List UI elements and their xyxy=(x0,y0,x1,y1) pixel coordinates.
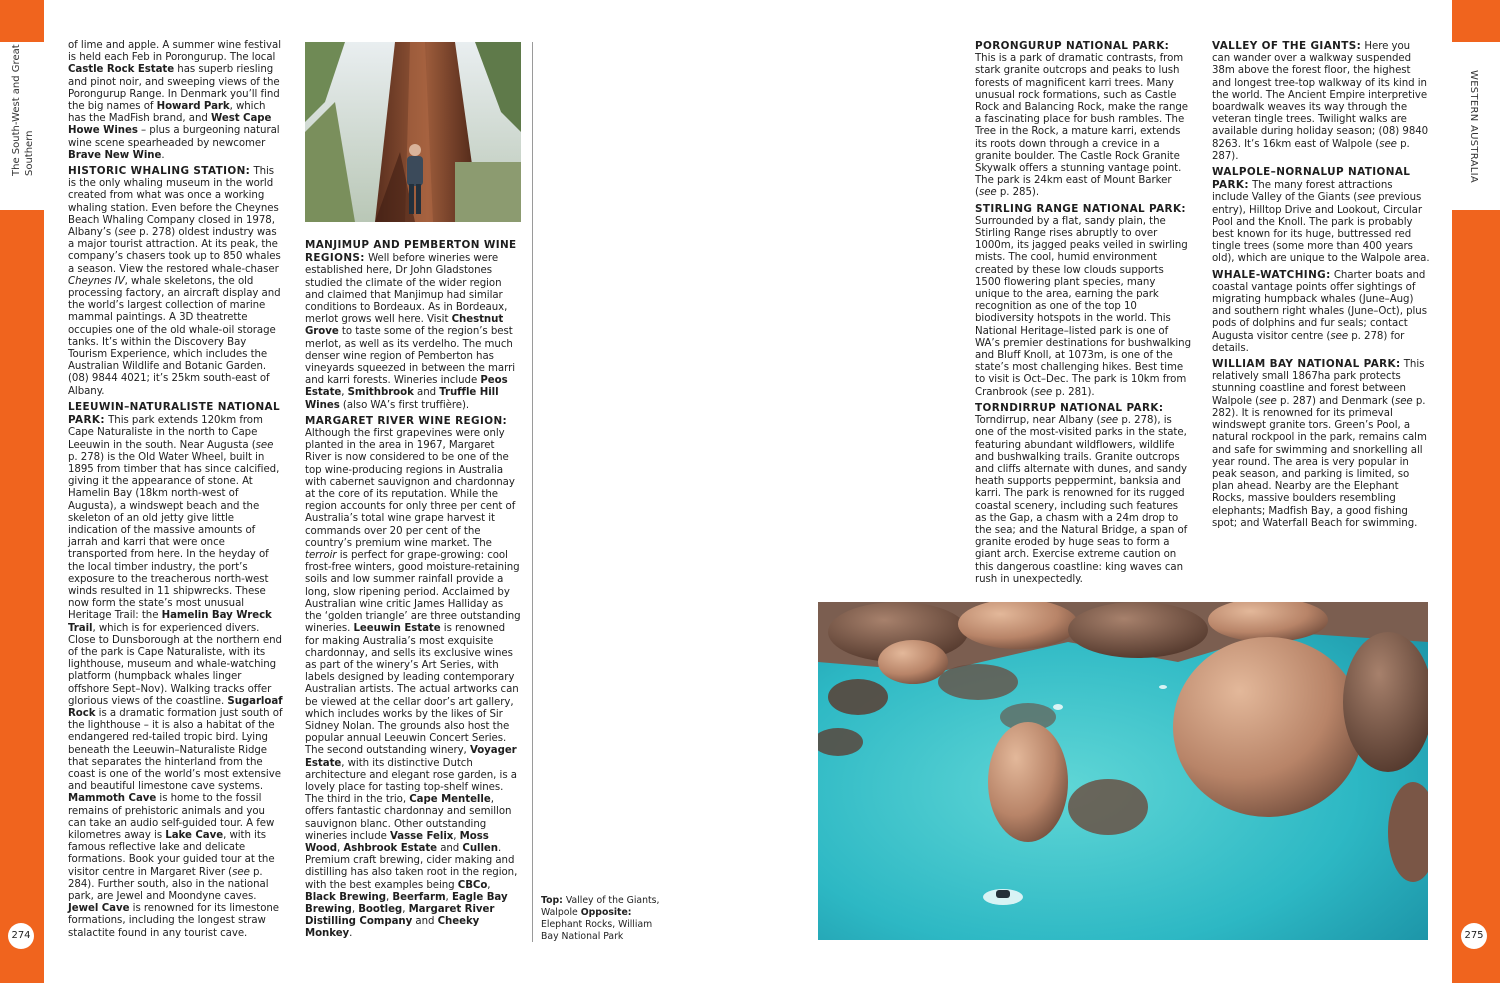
section-heading: WILLIAM BAY NATIONAL PARK: xyxy=(1212,358,1401,371)
section-heading: TORNDIRRUP NATIONAL PARK: xyxy=(975,401,1164,414)
section-heading: MANJIMUP AND PEMBERTON WINE REGIONS: xyxy=(305,239,517,265)
tree-photo-illustration xyxy=(305,42,521,222)
page-number-left: 274 xyxy=(8,923,34,949)
section-heading: WALPOLE–NORNALUP NATIONAL PARK: xyxy=(1212,166,1411,192)
paragraph-walpole-nornalup: WALPOLE–NORNALUP NATIONAL PARK: The many forest attractions include Valley of the Giants (see previous entry), Hilltop Drive and Lookout, Circular Pool and the Knoll. The park is probably best known for its huge, buttressed red tingle trees (some more than 400 years old), which are unique to the Walpole area. xyxy=(1212,166,1430,265)
section-heading: HISTORIC WHALING STATION: xyxy=(68,165,251,178)
left-column-2 xyxy=(305,239,521,944)
venue-name: Sugarloaf Rock xyxy=(68,695,283,719)
right-column-2 xyxy=(1212,40,1430,533)
venue-name: Moss Wood xyxy=(305,830,489,854)
venue-name: Jewel Cave xyxy=(68,903,130,915)
right-edge-tab-bottom xyxy=(1452,210,1500,983)
left-running-head: The South-West and Great Southern xyxy=(11,44,35,176)
venue-name: Leeuwin Estate xyxy=(353,623,441,635)
paragraph-valley-of-giants: VALLEY OF THE GIANTS: Here you can wander over a walkway suspended 38m above the forest floor, the highest and longest tree-top walkway of its kind in the world. The Ancient Empire interpretive boardwalk weaves its way through the veteran tingle trees. Twilight walks are available during holiday season; (08) 9840 8263. It’s 16km east of Walpole (see p. 287). xyxy=(1212,40,1429,162)
venue-name: Cheeky Monkey xyxy=(305,916,480,940)
section-heading: STIRLING RANGE NATIONAL PARK: xyxy=(975,202,1186,215)
venue-name: Howard Park xyxy=(156,101,230,113)
paragraph-margaret-river: MARGARET RIVER WINE REGION: Although the first grapevines were only planted in the area in 1967, Margaret River is now considered to be one of the top wine-producing regions in Australia with cabernet sauvignon and chardonnay at the core of its reputation. While the region accounts for only three per cent of Australia’s total wine grape harvest it commands over 20 per cent of the country’s premium wine market. The terroir is perfect for grape-growing: cool frost-free winters, good moisture-retaining soils and low summer rainfall provide a long, slow ripening period. Acclaimed by Australian wine critic James Halliday as the ‘golden triangle’ are three outstanding wineries. Leeuwin Estate is renowned for making Australia’s most exquisite chardonnay, and sells its exclusive wines as part of the winery’s Art Series, with labels designed by leading contemporary Australian artists. The actual artworks can be viewed at the cellar door’s art gallery, which includes works by the likes of Sir Sidney Nolan. The grounds also host the popular annual Leeuwin Concert Series. The second outstanding winery, Voyager Estate, with its distinctive Dutch architecture and elegant rose garden, is a lovely place for tasting top-shelf wines. The third in the trio, Cape Mentelle, offers fantastic chardonnay and semillon sauvignon blanc. Other outstanding wineries include Vasse Felix, Moss Wood, Ashbrook Estate and Cullen. Premium craft brewing, cider making and distilling has also taken root in the region, with the best examples being CBCo, Black Brewing, Beerfarm, Eagle Bay Brewing, Bootleg, Margaret River Distilling Company and Cheeky Monkey. xyxy=(305,414,521,940)
paragraph-torndirrup: TORNDIRRUP NATIONAL PARK: Torndirrup, near Albany (see p. 278), is one of the most-visited parks in the state, featuring abundant wildflowers, wildlife and bushwalking trails. Granite outcrops and cliffs alternate with dunes, and sandy heath supports peppermint, banksia and karri. The park is renowned for its rugged coastal scenery, including such features as the Gap, a chasm with a 24m drop to the sea; and the Natural Bridge, a span of granite eroded by huge seas to form a giant arch. Exercise extreme caution on this dangerous coastline: king waves can rush in unexpectedly. xyxy=(975,401,1188,585)
right-edge-tab-top xyxy=(1452,0,1500,42)
section-heading: MARGARET RIVER WINE REGION: xyxy=(305,414,508,427)
photo-elephant-rocks xyxy=(818,602,1428,940)
venue-name: Vasse Felix xyxy=(390,830,454,842)
venue-name: Bootleg xyxy=(358,903,403,915)
venue-name: Cape Mentelle xyxy=(409,794,491,806)
venue-name: Hamelin Bay Wreck Trail xyxy=(68,610,272,634)
venue-name: Margaret River Distilling Company xyxy=(305,903,495,928)
paragraph-manjimup-pemberton: MANJIMUP AND PEMBERTON WINE REGIONS: Well before wineries were established here, Dr John Gladstones studied the climate of the wider region and claimed that Manjimup had similar conditions to Bordeaux. As in Bordeaux, merlot grows well here. Visit Chestnut Grove to taste some of the region’s best merlot, as well as its verdelho. The much denser wine region of Pemberton has vineyards squeezed in between the marri and karri forests. Wineries include Peos Estate, Smithbrook and Truffle Hill Wines (also WA’s first truffière). xyxy=(305,239,517,411)
paragraph-wine-intro: of lime and apple. A summer wine festival is held each Feb in Porongurup. The local Castle Rock Estate has superb riesling and pinot noir, and sweeping views of the Porongurup Range. In Denmark you’ll find the big names of Howard Park, which has the MadFish brand, and West Cape Howe Wines – plus a burgeoning natural wine scene spearheaded by newcomer Brave New Wine. xyxy=(68,40,281,161)
venue-name: Peos Estate xyxy=(305,375,508,399)
rocks-photo-illustration xyxy=(818,602,1428,940)
venue-name: Chestnut Grove xyxy=(305,314,504,338)
paragraph-whale-watching: WHALE-WATCHING: Charter boats and coastal vantage points offer sightings of migrating humpback whales (June–Aug) and southern right whales (June–Oct), plus pods of dolphins and fur seals; contact Augusta visitor centre (see p. 278) for details. xyxy=(1212,268,1427,354)
venue-name: Beerfarm xyxy=(392,891,446,903)
section-heading: WHALE-WATCHING: xyxy=(1212,268,1331,281)
venue-name: Cullen xyxy=(462,842,498,854)
paragraph-leeuwin-naturaliste: LEEUWIN–NATURALISTE NATIONAL PARK: This park extends 120km from Cape Naturaliste in the north to Cape Leeuwin in the south. Near Augusta (see p. 278) is the Old Water Wheel, built in 1895 from timber that has since calcified, giving it the appearance of stone. At Hamelin Bay (18km north-west of Augusta), a windswept beach and the skeleton of an old jetty give little indication of the massive amounts of jarrah and karri that were once transported from here. In the heyday of the local timber industry, the port’s exposure to the treacherous north-west winds resulted in 11 shipwrecks. These now form the state’s most unusual Heritage Trail: the Hamelin Bay Wreck Trail, which is for experienced divers. Close to Dunsborough at the northern end of the park is Cape Naturaliste, with its lighthouse, museum and whale-watching platform (humpback whales linger offshore Sept–Nov). Walking tracks offer glorious views of the coastline. Sugarloaf Rock is a dramatic formation just south of the lighthouse – it is also a habitat of the endangered red-tailed tropic bird. Lying beneath the Leeuwin–Naturaliste Ridge that separates the hinterland from the coast is one of the world’s most extensive and beautiful limestone cave systems. Mammoth Cave is home to the fossil remains of prehistoric animals and you can take an audio self-guided tour. A few kilometres away is Lake Cave, with its famous reflective lake and delicate formations. Book your guided tour at the visitor centre in Margaret River (see p. 284). Further south, also in the national park, are Jewel and Moondyne caves. Jewel Cave is renowned for its limestone formations, including the longest straw stalactite found in any tourist cave. xyxy=(68,400,283,939)
venue-name: Eagle Bay Brewing xyxy=(305,891,508,915)
section-heading: PORONGURUP NATIONAL PARK: xyxy=(975,40,1170,52)
right-running-head: WESTERN AUSTRALIA xyxy=(1468,70,1479,184)
venue-name: CBCo xyxy=(457,879,488,891)
venue-name: Ashbrook Estate xyxy=(343,842,437,854)
venue-name: Voyager Estate xyxy=(305,745,517,769)
venue-name: Black Brewing xyxy=(305,891,386,903)
page-number-right: 275 xyxy=(1461,923,1487,949)
venue-name: Brave New Wine xyxy=(68,149,162,161)
venue-name: Castle Rock Estate xyxy=(68,64,175,76)
section-heading: VALLEY OF THE GIANTS: xyxy=(1212,40,1362,52)
venue-name: Smithbrook xyxy=(347,387,414,399)
left-column-1 xyxy=(68,40,283,943)
venue-name: West Cape Howe Wines xyxy=(68,113,272,137)
right-column-1 xyxy=(975,40,1191,589)
venue-name: Mammoth Cave xyxy=(68,793,157,805)
paragraph-william-bay: WILLIAM BAY NATIONAL PARK: This relatively small 1867ha park protects stunning coastline and forest between Walpole (see p. 287) and Denmark (see p. 282). It is renowned for its primeval windswept granite tors. Green’s Pool, a natural rockpool in the park, remains calm and safe for swimming and snorkelling all year round. The area is very popular in peak season, and parking is limited, so plan ahead. Nearby are the Elephant Rocks, massive boulders resembling elephants; Madfish Bay, a good fishing spot; and Waterfall Beach for swimming. xyxy=(1212,358,1427,529)
paragraph-stirling-range: STIRLING RANGE NATIONAL PARK: Surrounded by a flat, sandy plain, the Stirling Range rises abruptly to over 1000m, its jagged peaks veiled in swirling mists. The cool, humid environment created by these low clouds supports 1500 flowering plant species, many unique to the area, earning the park recognition as one of the top 10 biodiversity hotspots in the world. This National Heritage–listed park is one of WA’s premier destinations for bushwalking and Bluff Knoll, at 1073m, is one of the state’s most challenging hikes. Best time to visit is Oct–Dec. The park is 10km from Cranbrook (see p. 281). xyxy=(975,202,1191,398)
venue-name: Truffle Hill Wines xyxy=(305,387,499,411)
photo-caption: Top: Valley of the Giants, Walpole Opposite: Elephant Rocks, William Bay National Park xyxy=(541,895,660,942)
section-heading: LEEUWIN–NATURALISTE NATIONAL PARK: xyxy=(68,400,281,427)
photo-valley-of-giants xyxy=(305,42,521,222)
left-edge-tab-bottom xyxy=(0,210,44,983)
paragraph-whaling-station: HISTORIC WHALING STATION: This is the only whaling museum in the world created from what was once a working whaling station. Even before the Cheynes Beach Whaling Company closed in 1978, Albany’s (see p. 278) oldest industry was a major tourist attraction. At its peak, the company’s chasers took up to 850 whales a season. View the restored whale-chaser Cheynes IV, whale skeletons, the old processing factory, an aircraft display and the world’s largest collection of marine mammal paintings. A 3D theatrette occupies one of the old whale-oil storage tanks. It’s within the Discovery Bay Tourism Experience, which includes the Australian Wildlife and Botanic Garden. (08) 9844 4021; it’s 25km south-east of Albany. xyxy=(68,165,281,397)
caption-divider-line xyxy=(532,42,533,942)
paragraph-porongurup: PORONGURUP NATIONAL PARK: This is a park of dramatic contrasts, from stark granite outcrops and peaks to lush forests of magnificent karri trees. Many unusual rock formations, such as Castle Rock and Balancing Rock, make the range a fascinating place for bush rambles. The Tree in the Rock, a mature karri, extends its roots down through a crevice in a granite boulder. The Castle Rock Granite Skywalk offers a stunning vantage point. The park is 24km east of Mount Barker (see p. 285). xyxy=(975,40,1189,199)
venue-name: Lake Cave xyxy=(165,830,224,841)
